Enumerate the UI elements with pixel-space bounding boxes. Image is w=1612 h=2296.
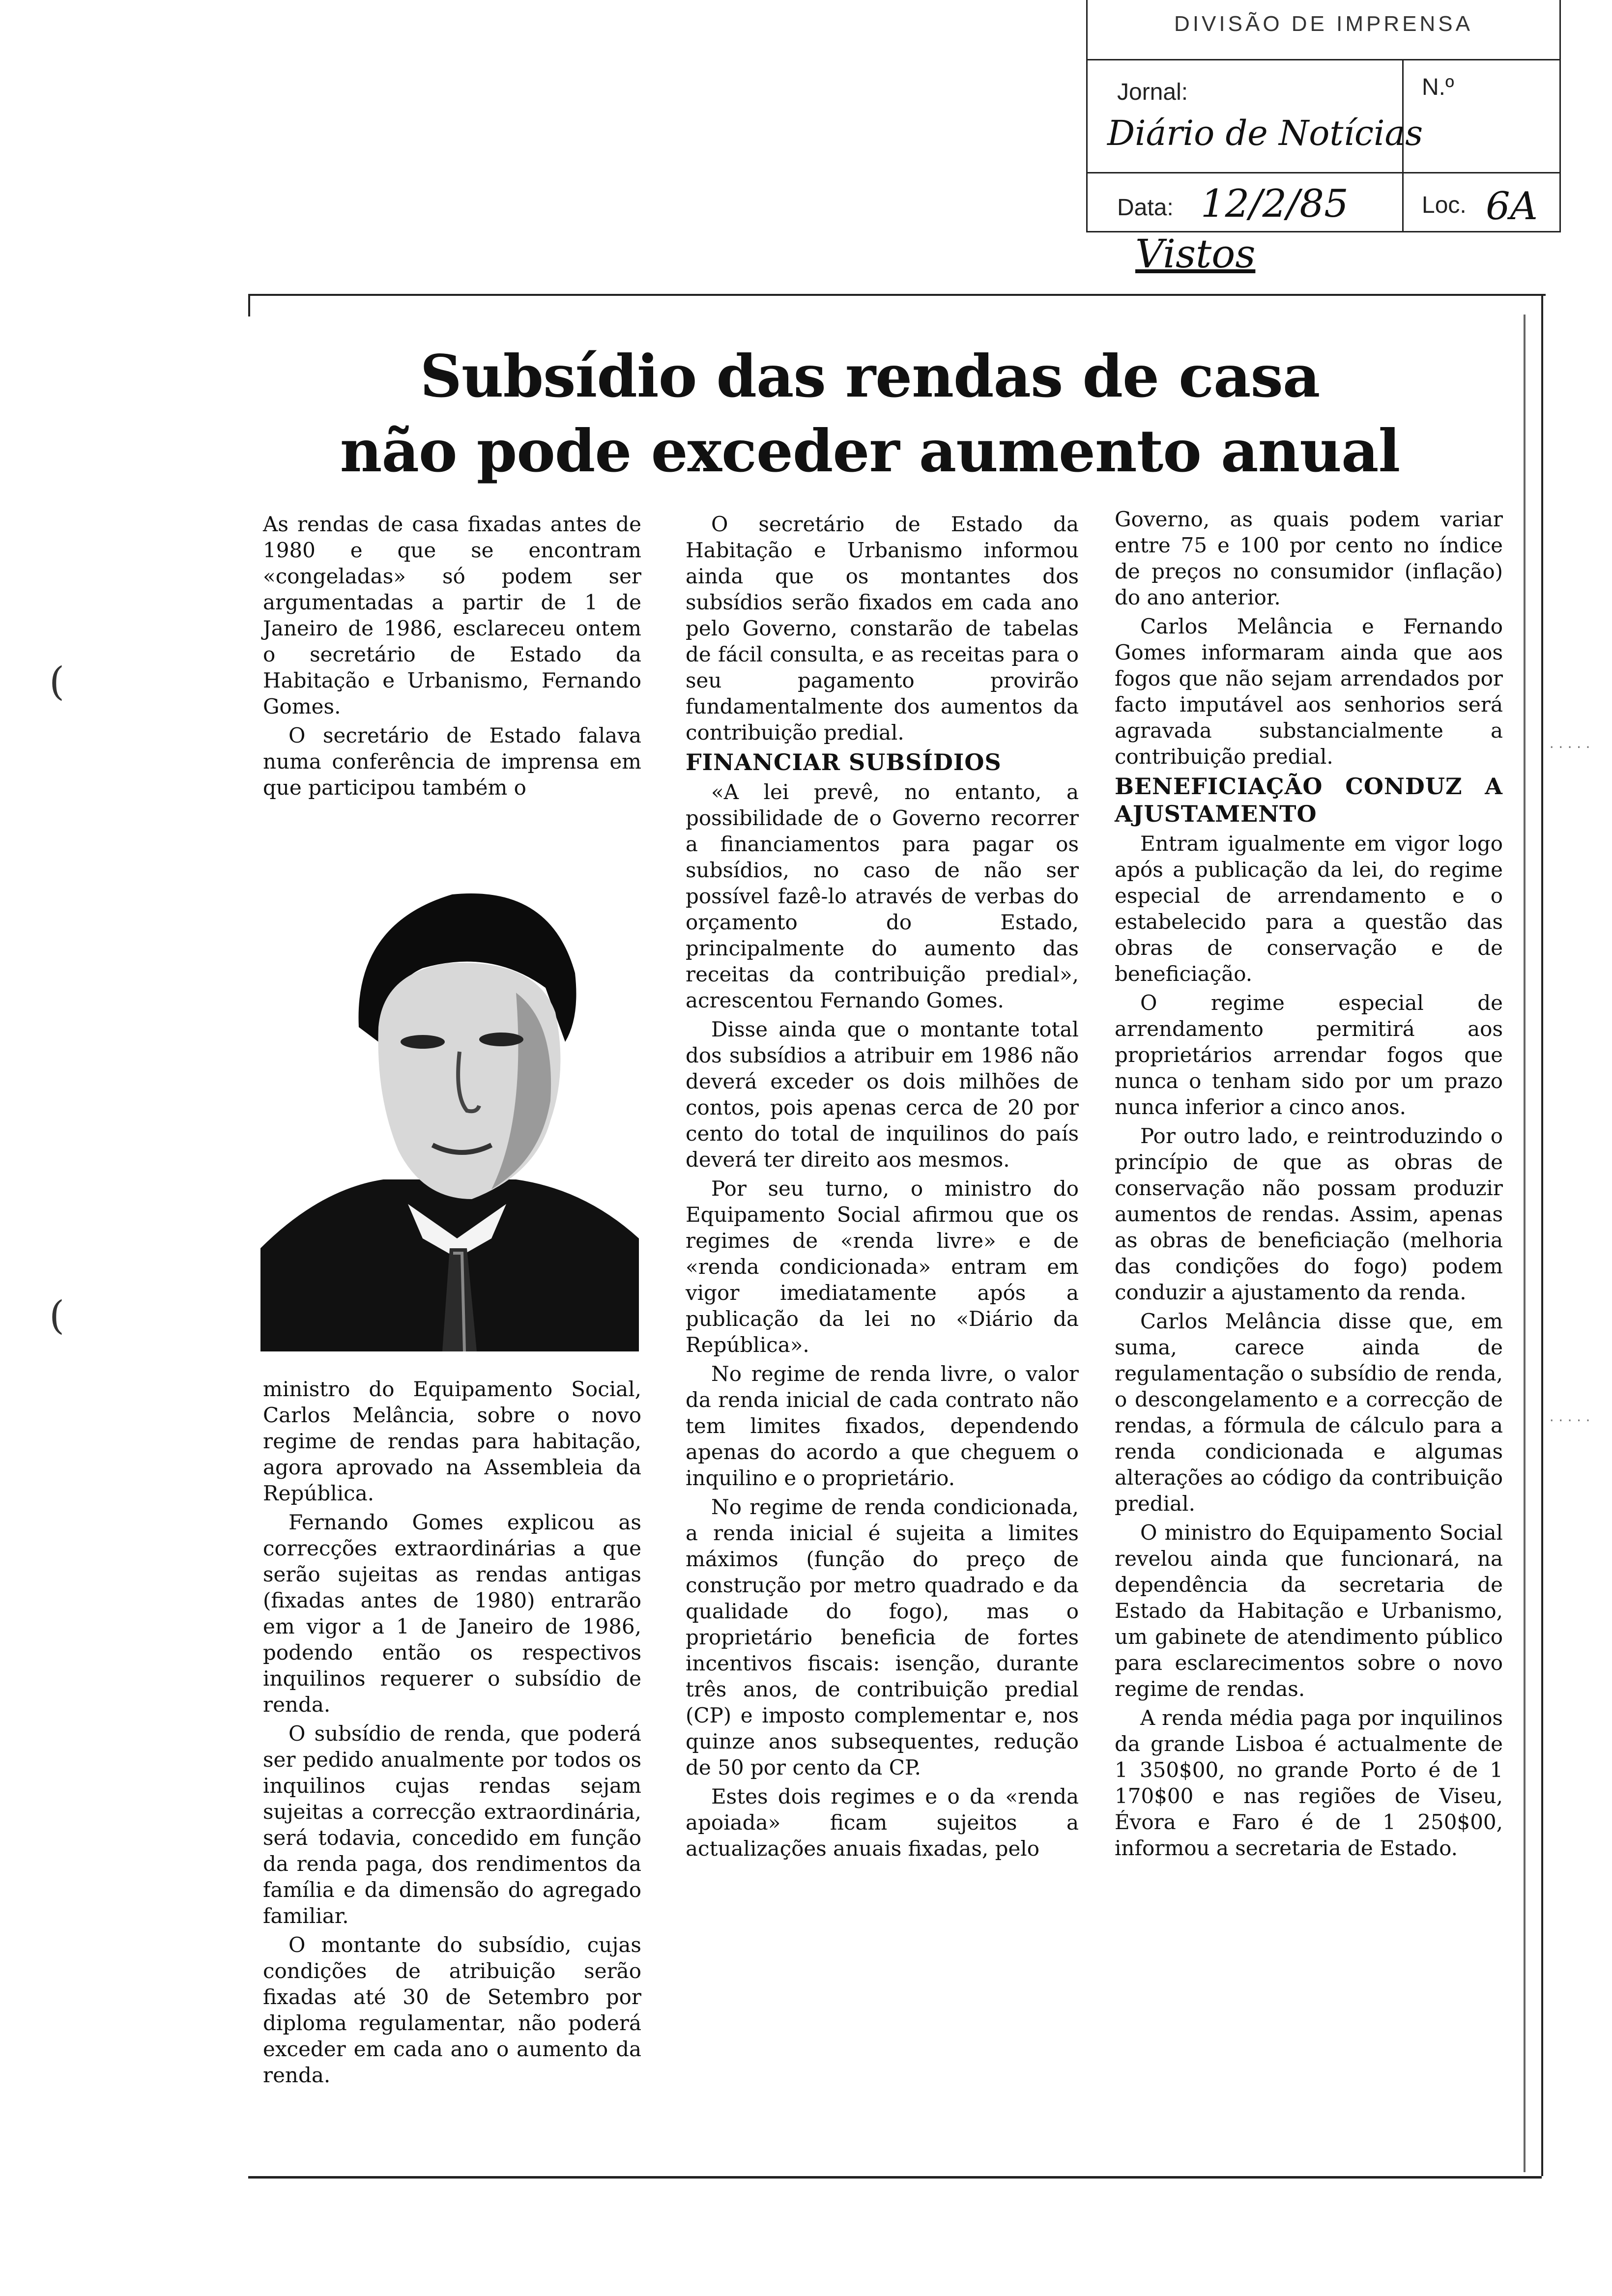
frame-line (248, 294, 250, 316)
handwritten-initials: Vistos (1135, 231, 1256, 277)
paragraph: Por outro lado, e reintroduzindo o princípio de que as obras de conservação não possam produzir aumentos de rendas. Assim, apenas as obras de beneficiação (melhoria das condições do fogo) podem conduzir a ajustamento da renda. (1115, 1124, 1503, 1304)
portrait-photo (260, 865, 639, 1351)
headline-line-2: não pode exceder aumento anual (340, 417, 1400, 485)
stamp-jornal-label: Jornal: (1117, 79, 1188, 105)
stamp-division: DIVISÃO DE IMPRENSA (1174, 12, 1473, 36)
stamp-numero-label: N.º (1422, 74, 1454, 100)
paragraph: Carlos Melância e Fernando Gomes informaram ainda que aos fogos que não sejam arrendados por facto imputável aos senhorios será agravada substancialmente a contribuição predial. (1115, 614, 1503, 769)
headline (295, 339, 1445, 488)
frame-line (248, 2176, 1542, 2179)
margin-dots: ..... (1548, 1410, 1594, 1424)
paragraph: O regime especial de arrendamento permitirá aos proprietários arrendar fogos que nunca o tenham sido por um prazo nunca inferior a cinco anos. (1115, 991, 1503, 1119)
stamp-jornal-value: Diário de Notícias (1107, 113, 1423, 153)
frame-line (1524, 315, 1526, 2172)
margin-mark: ( (49, 659, 65, 704)
paragraph: No regime de renda condicionada, a renda inicial é sujeita a limites máximos (função do preço de construção por metro quadrado e da qualidade do fogo), mas o proprietário beneficia de fortes incentivos fiscais: isenção, durante três anos, de contribuição predial (CP) e imposto complementar e, nos quinze anos subsequentes, redução de 50 por cento da CP. (686, 1495, 1079, 1779)
paragraph: O montante do subsídio, cujas condições de atribuição serão fixadas até 30 de Setembro por diploma regulamentar, não poderá exceder em cada ano o aumento da renda. (263, 1933, 641, 2087)
paragraph: Carlos Melância disse que, em suma, carece ainda de regulamentação o subsídio de renda, o descongelamento e a correcção de rendas, a fórmula de cálculo para a renda condicionada e algumas alterações ao código da contribuição predial. (1115, 1309, 1503, 1516)
stamp-divider (1088, 59, 1559, 60)
margin-mark: ( (49, 1292, 65, 1338)
portrait-photo-icon (260, 865, 639, 1351)
paragraph: Estes dois regimes e o da «renda apoiada» ficam sujeitos a actualizações anuais fixadas, pelo (686, 1784, 1079, 1861)
paragraph: Governo, as quais podem variar entre 75 e 100 por cento no índice de preços no consumidor (inflação) do ano anterior. (1115, 507, 1503, 609)
frame-line (1541, 294, 1543, 2176)
subheading-beneficiacao: BENEFICIAÇÃO CONDUZ A AJUSTAMENTO (1115, 773, 1503, 827)
paragraph: A renda média paga por inquilinos da grande Lisboa é actualmente de 1 350$00, no grande Porto é de 1 170$00 e nas regiões de Viseu, Évora e Faro é de 1 250$00, informou a secretaria de Estado. (1115, 1706, 1503, 1860)
article-column-1-continued (263, 1376, 641, 2091)
paragraph: «A lei prevê, no entanto, a possibilidade de o Governo recorrer a financiamentos para pagar os subsídios, no caso de não ser possível fazê-lo através de verbas do orçamento do Estado, principalmente do aumento das receitas da contribuição predial», acrescentou Fernando Gomes. (686, 780, 1079, 1012)
article-column-3 (1115, 506, 1503, 1864)
headline-line-1: Subsídio das rendas de casa (420, 342, 1320, 410)
stamp-divider (1088, 172, 1559, 173)
paragraph: ministro do Equipamento Social, Carlos Melância, sobre o novo regime de rendas para habitação, agora aprovado na Assembleia da República. (263, 1377, 641, 1505)
stamp-loc-label: Loc. (1422, 192, 1467, 218)
paragraph: Disse ainda que o montante total dos subsídios a atribuir em 1986 não deverá exceder os dois milhões de contos, pois apenas cerca de 20 por cento do total de inquilinos do país deverá ter direito aos mesmos. (686, 1017, 1079, 1172)
paragraph: As rendas de casa fixadas antes de 1980 e que se encontram «congeladas» só podem ser argumentadas a partir de 1 de Janeiro de 1986, esclareceu ontem o secretário de Estado da Habitação e Urbanismo, Fernando Gomes. (263, 512, 641, 718)
article-column-1 (263, 511, 641, 804)
subheading-financiar: FINANCIAR SUBSÍDIOS (686, 749, 1002, 775)
paragraph: O ministro do Equipamento Social revelou ainda que funcionará, na dependência da secretaria de Estado da Habitação e Urbanismo, um gabinete de atendimento público para esclarecimentos sobre o novo regime de rendas. (1115, 1521, 1503, 1701)
paragraph: O secretário de Estado falava numa conferência de imprensa em que participou também o (263, 723, 641, 800)
stamp-loc-value: 6A (1486, 184, 1538, 229)
paragraph: Por seu turno, o ministro do Equipamento Social afirmou que os regimes de «renda livre» e de «renda condicionada» entram em vigor imediatamente após a publicação da lei no «Diário da República». (686, 1177, 1079, 1357)
paragraph: O secretário de Estado da Habitação e Urbanismo informou ainda que os montantes dos subsídios serão fixados em cada ano pelo Governo, constarão de tabelas de fácil consulta, e as receitas para o seu pagamento provirão fundamentalmente dos aumentos da contribuição predial. (686, 512, 1079, 745)
stamp-data-label: Data: (1117, 195, 1174, 221)
margin-dots: ..... (1548, 737, 1594, 751)
stamp-data-value: 12/2/85 (1201, 182, 1349, 226)
article-column-2 (686, 511, 1079, 1865)
paragraph: Fernando Gomes explicou as correcções extraordinárias a que serão sujeitas as rendas antigas (fixadas antes de 1980) entrarão em vigor a 1 de Janeiro de 1986, podendo então os respectivos inquilinos requerer o subsídio de renda. (263, 1510, 641, 1717)
paragraph: O subsídio de renda, que poderá ser pedido anualmente por todos os inquilinos cujas rendas sejam sujeitas a correcção extraordinária, será todavia, concedido em função da renda paga, dos rendimentos da família e da dimensão do agregado familiar. (263, 1722, 641, 1928)
paragraph: No regime de renda livre, o valor da renda inicial de cada contrato não tem limites fixados, dependendo apenas do acordo a que cheguem o inquilino e o proprietário. (686, 1362, 1079, 1490)
frame-line (248, 294, 1546, 296)
archive-stamp (1086, 0, 1561, 232)
paragraph: Entram igualmente em vigor logo após a publicação da lei, do regime especial de arrendamento e o estabelecido para a questão das obras de conservação e de beneficiação. (1115, 832, 1503, 986)
